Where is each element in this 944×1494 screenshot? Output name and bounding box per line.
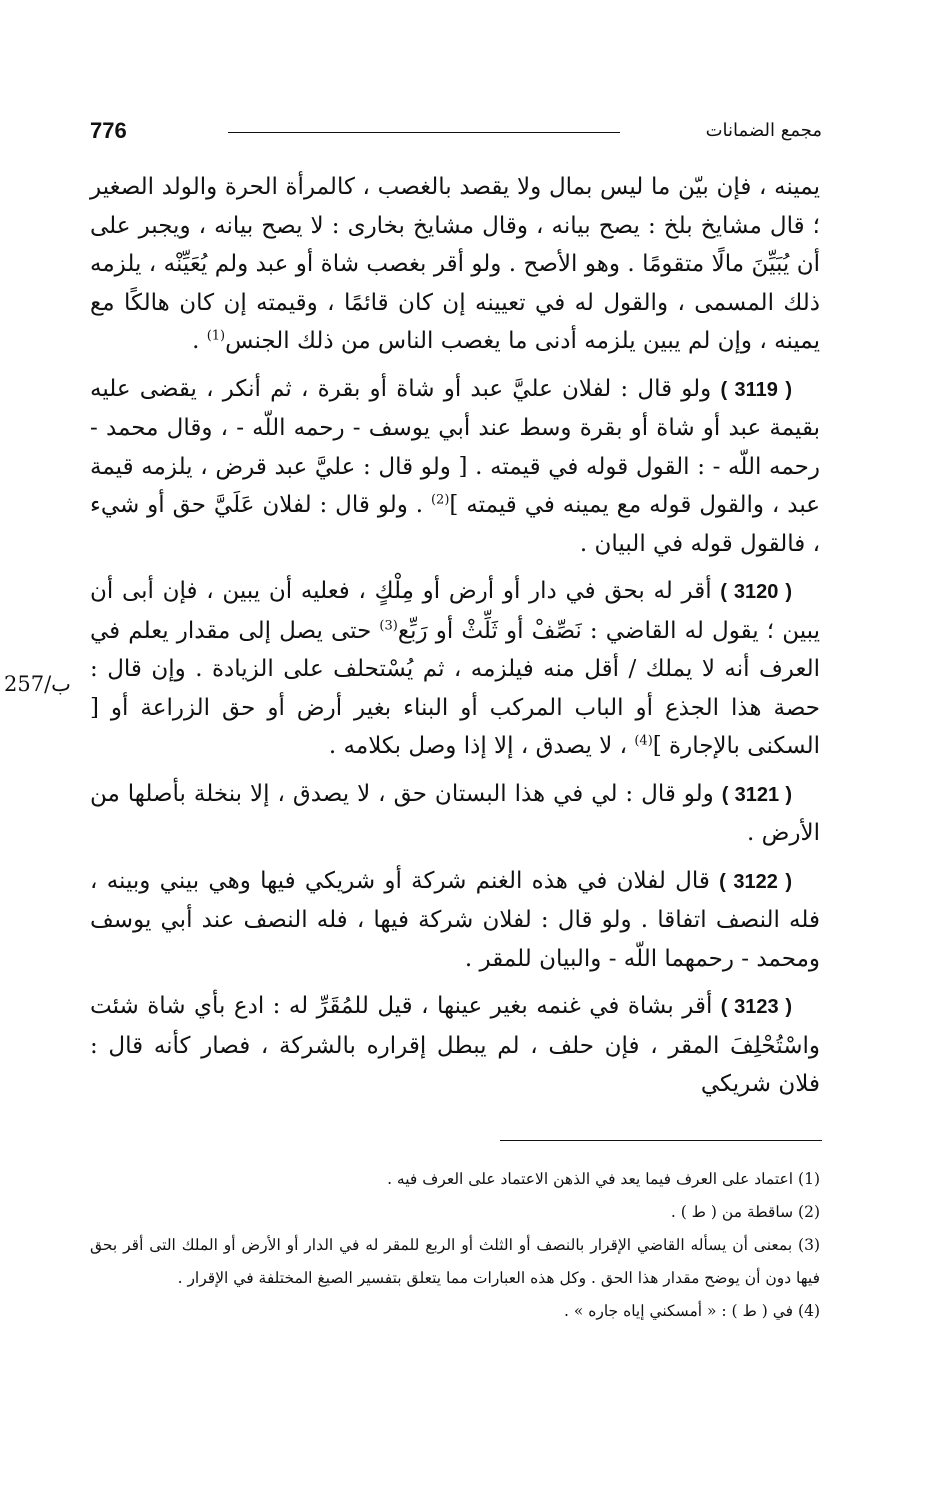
issue-number: ( 3119 ) xyxy=(720,378,793,401)
manuscript-folio-marker: 257/ب xyxy=(4,672,71,696)
footnotes xyxy=(90,1163,820,1328)
paragraph-3120 xyxy=(90,572,820,766)
footnote: (2) ساقطة من ( ط ) . xyxy=(670,1203,820,1221)
paragraph-text: ولو قال : لفلان عليَّ عبد أو شاة أو بقرة ، ثم أنكر ، يقضى عليه بقيمة عبد أو شاة أو بقرة وسط عند أبي يوسف - رحمه اللّه - ، وقال محمد - رحمه اللّه - : القول قوله في قيمته . [ ولو قال : عليَّ عبد قرض ، يلزمه قيمة عبد ، والقول قوله مع يمينه في قيمته ] xyxy=(90,375,820,518)
footnote: (4) في ( ط ) : « أمسكني إياه جاره » . xyxy=(563,1302,820,1320)
paragraph-text: أقر بشاة في غنمه بغير عينها ، قيل للمُقَرِّ له : ادع بأي شاة شئت واسْتُحْلِفَ المقر ، فإن حلف ، لم يبطل إقراره بالشركة ، فصار كأنه قال : فلان شريكي xyxy=(90,993,820,1097)
paragraph-text: حتى يصل إلى مقدار يعلم في العرف أنه لا يملك / أقل منه فيلزمه ، ثم يُسْتحلف على الزيادة . وإن قال : حصة هذا الجذع أو الباب المركب أو البناء بغير أرض أو حق الزراعة أو [ السكنى بالإجارة ] xyxy=(90,617,820,759)
running-title: مجمع الضمانات xyxy=(705,120,822,141)
header-rule xyxy=(228,132,620,133)
page-number: 776 xyxy=(90,118,127,143)
footnote-separator xyxy=(500,1140,822,1141)
footnote-ref: (2) xyxy=(430,492,450,508)
paragraph-3123 xyxy=(90,987,820,1104)
paragraph-text: . xyxy=(192,328,207,354)
paragraph-text: ، لا يصدق ، إلا إذا وصل بكلامه . xyxy=(328,733,635,759)
paragraph-text: قال لفلان في هذه الغنم شركة أو شريكي فيها وهي بيني وبينه ، فله النصف اتفاقا . ولو قال : لفلان شركة فيها ، فله النصف عند أبي يوسف ومحمد - رحمهما اللّه - والبيان للمقر . xyxy=(90,867,820,972)
footnote: (1) اعتماد على العرف فيما يعد في الذهن الاعتماد على العرف فيه . xyxy=(387,1170,820,1188)
paragraph-text: أقر له بحق في دار أو أرض أو مِلْكٍ ، فعليه أن يبين ، فإن أبى أن يبين ؛ يقول له القاضي : نَصِّفْ أو ثَلِّثْ أو رَبِّع xyxy=(90,578,820,644)
page-header xyxy=(90,118,822,150)
main-text xyxy=(90,168,820,1104)
footnote-ref: (3) xyxy=(379,617,398,633)
paragraph-text: . ولو قال : لفلان عَلَيَّ حق أو شيء ، فالقول قوله في البيان . xyxy=(90,492,820,557)
paragraph-3119 xyxy=(90,370,820,564)
footnote: (3) بمعنى أن يسأله القاضي الإقرار بالنصف أو الثلث أو الربع للمقر له في الدار أو الأرض أو الملك التى أقر بحق فيها دون أن يوضح مقدار هذا الحق . وكل هذه العبارات مما يتعلق بتفسير الصيغ المختلفة في الإقرار . xyxy=(90,1236,820,1287)
footnote-ref: (4) xyxy=(634,733,653,749)
paragraph-continuation xyxy=(90,168,820,361)
paragraph-3122 xyxy=(90,862,820,979)
issue-number: ( 3120 ) xyxy=(720,581,792,603)
paragraph-text: ولو قال : لي في هذا البستان حق ، لا يصدق ، إلا بنخلة بأصلها من الأرض . xyxy=(90,780,820,846)
issue-number: ( 3123 ) xyxy=(720,996,793,1018)
paragraph-3121 xyxy=(90,775,820,853)
footnote-ref: (1) xyxy=(206,328,226,344)
issue-number: ( 3121 ) xyxy=(721,783,793,806)
issue-number: ( 3122 ) xyxy=(719,870,793,893)
paragraph-text: يمينه ، فإن بيّن ما ليس بمال ولا يقصد بالغصب ، كالمرأة الحرة والولد الصغير ؛ قال مشايخ بلخ : يصح بيانه ، وقال مشايخ بخارى : لا يصح بيانه ، ويجبر على أن يُبَيِّنَ مالًا متقومًا . وهو الأصح . ولو أقر بغصب شاة أو عبد ولم يُعَيِّنْه ، يلزمه ذلك المسمى ، والقول له في تعيينه إن كان قائمًا ، وقيمته إن كان هالكًا مع يمينه ، وإن لم يبين يلزمه أدنى ما يغصب الناس من ذلك الجنس xyxy=(90,174,820,354)
